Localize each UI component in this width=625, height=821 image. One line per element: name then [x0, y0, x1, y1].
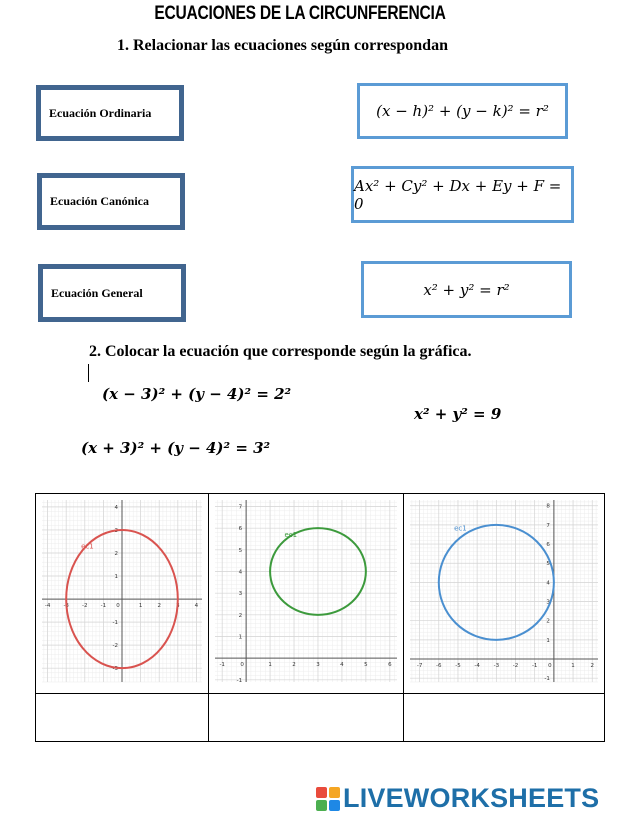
equation-box-2[interactable]: [351, 166, 574, 223]
y-tick-label: 4: [546, 580, 550, 587]
y-tick-label: 3: [114, 527, 118, 534]
curve-label: ec1: [81, 542, 94, 551]
x-tick-label: 5: [364, 662, 368, 669]
circle-graph-2: [209, 494, 403, 688]
circle-graph-1: [36, 494, 208, 688]
question-2-number: 2.: [89, 343, 101, 360]
y-tick-label: 1: [546, 637, 550, 644]
x-tick-label: -4: [44, 603, 51, 610]
y-tick-label: 7: [238, 504, 243, 511]
x-tick-label: 0: [116, 603, 120, 610]
x-tick-label: -6: [436, 663, 442, 670]
equation-text-2: Ax² + Cy² + Dx + Ey + F = 0: [354, 176, 562, 213]
equation-box-1[interactable]: [357, 83, 568, 139]
term-label-canonica: Ecuación Canónica: [50, 194, 150, 208]
y-tick-label: 4: [238, 569, 243, 576]
y-tick-label: 2: [238, 612, 243, 619]
x-tick-label: -5: [455, 663, 461, 670]
x-tick-label: -3: [63, 603, 69, 610]
term-box-canonica[interactable]: [37, 173, 185, 230]
y-tick-label: -3: [112, 666, 118, 673]
x-tick-label: 2: [590, 663, 594, 670]
question-2: [89, 343, 472, 361]
logo-mark-icon: [316, 787, 340, 811]
graph-table: [35, 493, 605, 742]
x-tick-label: -4: [474, 663, 480, 670]
x-tick-label: -7: [416, 663, 423, 670]
y-tick-label: 6: [238, 526, 243, 533]
x-tick-label: -3: [493, 663, 500, 670]
term-box-ordinaria[interactable]: [36, 85, 184, 141]
liveworksheets-logo: [316, 783, 599, 814]
y-tick-label: 8: [546, 503, 550, 510]
x-tick-label: 0: [240, 662, 244, 669]
x-tick-label: 6: [388, 662, 392, 669]
x-tick-label: 2: [292, 662, 296, 669]
equation-box-3[interactable]: [361, 261, 572, 318]
term-label-ordinaria: Ecuación Ordinaria: [49, 105, 152, 120]
x-tick-label: -1: [219, 662, 225, 669]
y-tick-label: 1: [114, 574, 118, 581]
y-tick-label: 6: [546, 542, 550, 549]
y-tick-label: -1: [112, 620, 118, 627]
equation-text-3: x² + y² = r²: [423, 280, 510, 299]
y-tick-label: -2: [112, 643, 118, 650]
answer-cell-3[interactable]: [404, 694, 605, 742]
question-1-text: Relacionar las ecuaciones según correspondan: [133, 37, 448, 54]
y-tick-label: 5: [546, 561, 550, 568]
x-tick-label: 1: [571, 663, 575, 670]
answer-cell-1[interactable]: [36, 694, 209, 742]
x-tick-label: 4: [194, 603, 199, 610]
x-tick-label: -2: [82, 603, 88, 610]
x-tick-label: 4: [340, 662, 344, 669]
curve-label: ec1: [454, 524, 467, 533]
answer-cell-2[interactable]: [209, 694, 404, 742]
y-tick-label: 5: [238, 547, 243, 554]
graph-equation-2[interactable]: x² + y² = 9: [414, 405, 502, 423]
y-tick-label: -1: [544, 676, 550, 683]
x-tick-label: 1: [138, 603, 143, 610]
y-tick-label: 2: [114, 550, 118, 557]
x-tick-label: 3: [316, 662, 320, 669]
worksheet-title: ECUACIONES DE LA CIRCUNFERENCIA: [154, 3, 446, 24]
graph-equation-3[interactable]: (x + 3)² + (y − 4)² = 3²: [81, 439, 271, 457]
equation-text-1: (x − h)² + (y − k)² = r²: [376, 102, 549, 120]
text-cursor: [88, 364, 89, 382]
question-1: [117, 37, 448, 55]
y-tick-label: 7: [546, 522, 550, 529]
graph-cell-3: [404, 494, 605, 694]
y-tick-label: 3: [546, 599, 550, 606]
x-tick-label: -1: [100, 603, 107, 610]
question-1-number: 1.: [117, 37, 129, 54]
graph-cell-1: [36, 494, 209, 694]
term-label-general: Ecuación General: [51, 285, 143, 300]
curve-label: ec1: [284, 530, 298, 539]
logo-text: LIVEWORKSHEETS: [343, 783, 600, 813]
y-tick-label: 2: [546, 618, 550, 625]
x-tick-label: -1: [531, 663, 538, 670]
question-2-text: Colocar la ecuación que corresponde según la gráfica.: [105, 343, 472, 360]
y-tick-label: 4: [114, 504, 118, 511]
x-tick-label: 2: [157, 603, 161, 610]
y-tick-label: 3: [238, 591, 243, 598]
x-tick-label: -2: [512, 663, 519, 670]
x-tick-label: 1: [268, 662, 272, 669]
graph-equation-1[interactable]: (x − 3)² + (y − 4)² = 2²: [102, 385, 292, 403]
graph-cell-2: [209, 494, 404, 694]
y-tick-label: 1: [238, 634, 243, 641]
term-box-general[interactable]: [38, 264, 186, 322]
x-tick-label: 0: [548, 663, 552, 670]
x-tick-label: 3: [176, 603, 180, 610]
circle-graph-3: [404, 494, 604, 688]
y-tick-label: -1: [236, 677, 243, 684]
